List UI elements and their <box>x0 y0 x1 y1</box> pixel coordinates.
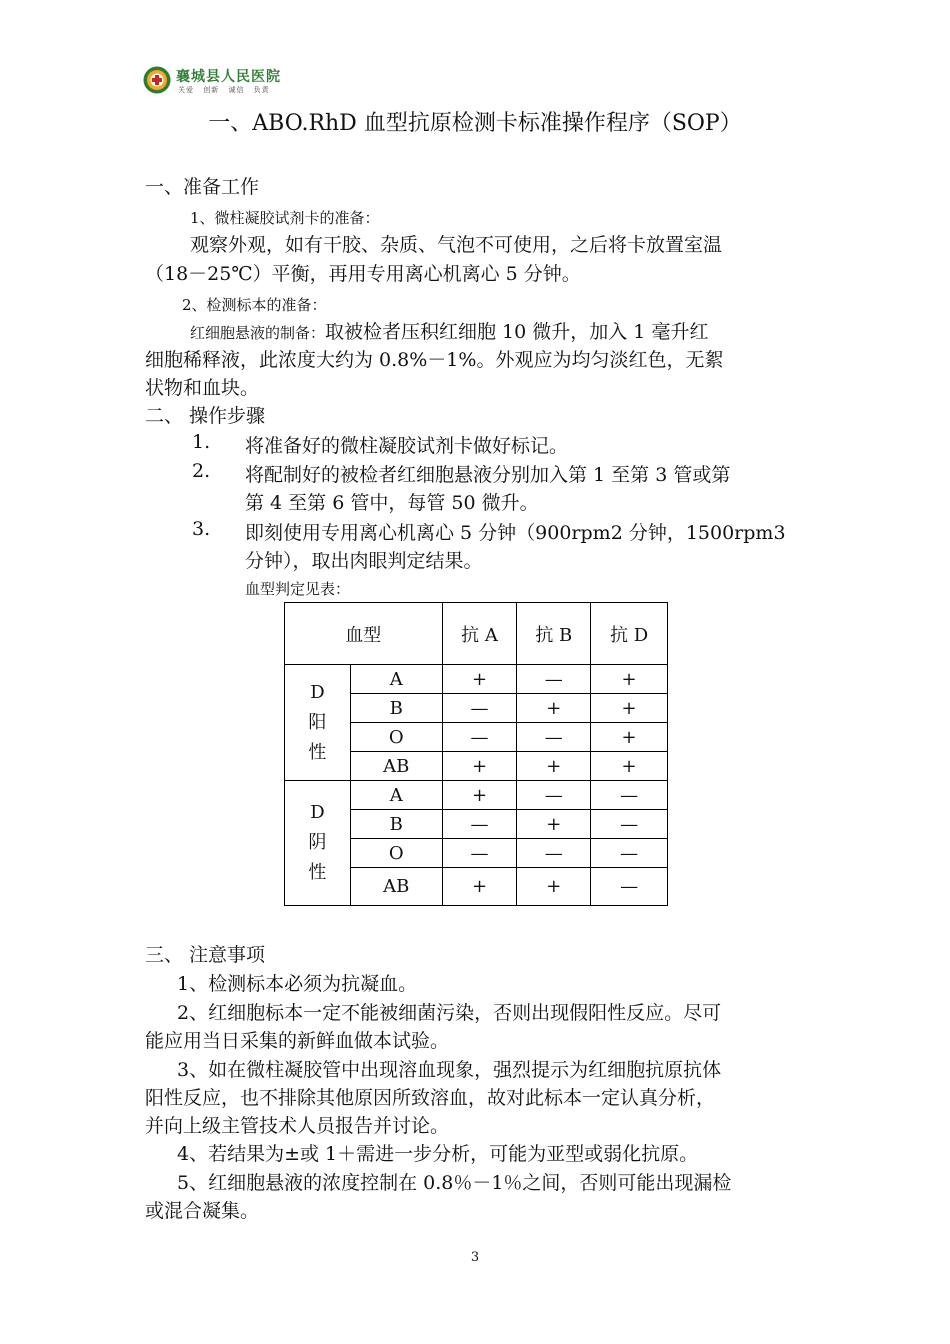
cell-anti-d: + <box>591 723 668 752</box>
cell-anti-b: + <box>517 752 591 781</box>
cell-anti-b: + <box>517 694 591 723</box>
section-2-heading: 二、 操作步骤 <box>145 405 266 427</box>
item-1-line-2: （18－25℃）平衡，再用专用离心机离心 5 分钟。 <box>145 263 581 285</box>
item-2-line-3: 状物和血块。 <box>145 377 260 399</box>
header-anti-b: 抗 B <box>517 603 591 665</box>
step-3-line-1: 即刻使用专用离心机离心 5 分钟（900rpm2 分钟，1500rpm3 <box>245 522 786 544</box>
step-3-number: 3. <box>192 518 211 540</box>
item-1-line-1: 观察外观，如有干胶、杂质、气泡不可使用，之后将卡放置室温 <box>190 234 723 256</box>
cell-anti-b: — <box>517 723 591 752</box>
cell-anti-b: + <box>517 868 591 906</box>
step-2-line-2: 第 4 至第 6 管中，每管 50 微升。 <box>245 492 539 514</box>
note-5-line-2: 或混合凝集。 <box>145 1200 260 1222</box>
note-3-line-2: 阳性反应，也不排除其他原因所致溶血，故对此标本一定认真分析， <box>145 1087 716 1109</box>
step-2-number: 2. <box>192 460 211 482</box>
cell-anti-a: — <box>442 723 517 752</box>
cell-type: A <box>350 665 442 694</box>
section-3-heading: 三、 注意事项 <box>145 944 266 966</box>
note-2-line-1: 2、红细胞标本一定不能被细菌污染，否则出现假阳性反应。尽可 <box>177 1002 722 1024</box>
cell-anti-a: + <box>442 665 517 694</box>
step-1-number: 1. <box>192 431 211 453</box>
hospital-motto: 关爱 创新 诚信 负责 <box>178 86 270 94</box>
header-anti-d: 抗 D <box>591 603 668 665</box>
group-label: D 阳 性 <box>308 681 327 763</box>
cell-anti-b: — <box>517 839 591 868</box>
cell-anti-a: — <box>442 810 517 839</box>
page-number: 3 <box>470 1250 480 1265</box>
item-2-sublabel: 红细胞悬液的制备： <box>190 324 326 342</box>
group-d-negative <box>285 781 351 906</box>
cell-anti-b: — <box>517 781 591 810</box>
cell-anti-a: — <box>442 839 517 868</box>
hospital-name: 襄城县人民医院 <box>176 69 281 85</box>
table-row <box>285 665 668 694</box>
group-label: D 阴 性 <box>308 802 327 883</box>
table-row <box>285 781 668 810</box>
cell-anti-a: + <box>442 868 517 906</box>
item-1-label: 1、微柱凝胶试剂卡的准备： <box>190 209 380 227</box>
item-2-text: 取被检者压积红细胞 10 微升，加入 1 毫升红 <box>325 321 709 343</box>
cell-type: B <box>350 810 442 839</box>
document-title: 一、ABO.RhD 血型抗原检测卡标准操作程序（SOP） <box>208 111 742 136</box>
blood-type-table <box>284 602 668 906</box>
cell-anti-a: + <box>442 781 517 810</box>
header-anti-a: 抗 A <box>442 603 517 665</box>
item-2-line-1 <box>190 317 708 344</box>
cell-type: O <box>350 839 442 868</box>
cell-anti-d: — <box>591 839 668 868</box>
cell-type: AB <box>350 868 442 906</box>
step-1-line-1: 将准备好的微柱凝胶试剂卡做好标记。 <box>245 435 569 457</box>
cell-anti-d: + <box>591 694 668 723</box>
cell-anti-d: — <box>591 781 668 810</box>
cell-anti-d: + <box>591 752 668 781</box>
cell-anti-a: — <box>442 694 517 723</box>
note-2-line-2: 能应用当日采集的新鲜血做本试验。 <box>145 1030 450 1052</box>
note-1: 1、检测标本必须为抗凝血。 <box>177 973 418 995</box>
note-3-line-1: 3、如在微柱凝胶管中出现溶血现象，强烈提示为红细胞抗原抗体 <box>177 1059 722 1081</box>
note-3-line-3: 并向上级主管技术人员报告并讨论。 <box>145 1115 450 1137</box>
hospital-emblem-icon <box>142 65 172 95</box>
section-1-heading: 一、准备工作 <box>145 176 260 198</box>
cell-anti-d: — <box>591 868 668 906</box>
cell-anti-b: + <box>517 810 591 839</box>
hospital-logo <box>140 62 290 100</box>
note-5-line-1: 5、红细胞悬液的浓度控制在 0.8％－1％之间，否则可能出现漏检 <box>177 1172 732 1194</box>
table-caption: 血型判定见表： <box>245 580 351 598</box>
cell-type: A <box>350 781 442 810</box>
note-4: 4、若结果为±或 1＋需进一步分析，可能为亚型或弱化抗原。 <box>177 1143 699 1165</box>
cell-type: AB <box>350 752 442 781</box>
header-blood-type: 血型 <box>285 603 443 665</box>
table-header-row <box>285 603 668 665</box>
cell-anti-b: — <box>517 665 591 694</box>
group-d-positive <box>285 665 351 781</box>
item-2-line-2: 细胞稀释液，此浓度大约为 0.8%－1%。外观应为均匀淡红色，无絮 <box>145 349 724 371</box>
item-2-label: 2、检测标本的准备： <box>182 296 327 314</box>
step-2-line-1: 将配制好的被检者红细胞悬液分别加入第 1 至第 3 管或第 <box>245 464 731 486</box>
cell-anti-d: — <box>591 810 668 839</box>
cell-type: B <box>350 694 442 723</box>
cell-anti-d: + <box>591 665 668 694</box>
step-3-line-2: 分钟），取出肉眼判定结果。 <box>245 550 483 572</box>
cell-anti-a: + <box>442 752 517 781</box>
cell-type: O <box>350 723 442 752</box>
